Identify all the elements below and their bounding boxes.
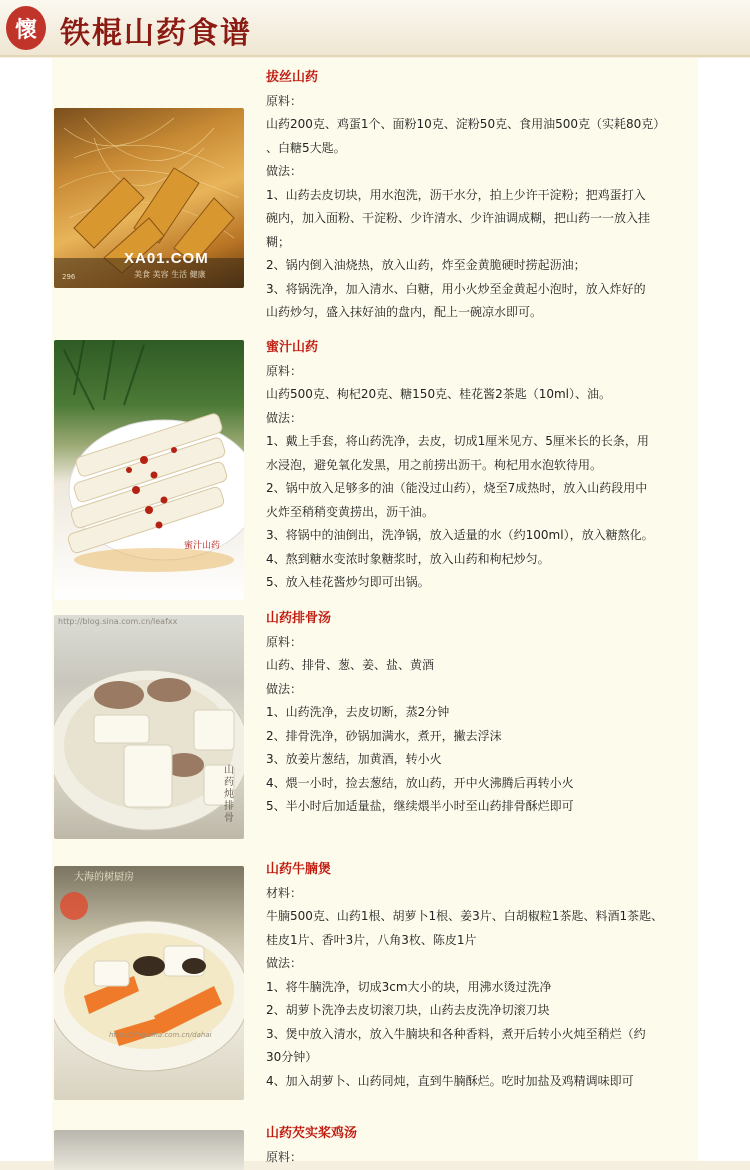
recipe-line: 2、排骨洗净，砂锅加满水，煮开，撇去浮沫: [266, 728, 502, 743]
photo-illustration: [54, 866, 244, 1100]
recipe-text: [266, 1122, 696, 1169]
recipe-line: 山药炒匀，盛入抹好油的盘内，配上一碗凉水即可。: [266, 305, 543, 319]
recipe-line: 3、煲中放入清水，放入牛腩块和各种香料，煮开后转小火炖至稍烂（约: [266, 1026, 646, 1041]
recipe-line: 山药、排骨、葱、姜、盐、黄酒: [266, 658, 435, 672]
recipe-photo-paigu-tang: [54, 615, 244, 839]
recipe-line: 2、胡萝卜洗净去皮切滚刀块，山药去皮洗净切滚刀块: [266, 1003, 550, 1017]
recipe-line: 糊；: [266, 234, 291, 249]
recipe-line: 原料：: [266, 1149, 303, 1164]
recipe-line: 桂皮1片、香叶3片，八角3枚、陈皮1片: [266, 932, 477, 947]
recipe-line: 做法：: [266, 956, 303, 970]
recipe-line: 火炸至稍稍变黄捞出，沥干油。: [266, 504, 435, 519]
recipe-line: 山药200克、鸡蛋1个、面粉10克、淀粉50克、食用油500克（实耗80克）: [266, 117, 666, 131]
recipe-line: 30分钟）: [266, 1050, 318, 1064]
seal-logo: 懷: [6, 6, 46, 50]
recipe-line: 5、半小时后加适量盐，继续煨半小时至山药排骨酥烂即可: [266, 799, 574, 813]
recipe-text: [266, 858, 696, 1093]
recipe-line: 1、山药去皮切块，用水泡洗，沥干水分，拍上少许干淀粉；把鸡蛋打入: [266, 187, 646, 202]
photo-page-number: 296: [62, 273, 76, 281]
recipe-line: 做法：: [266, 410, 303, 425]
photo-caption: 美食 美容 生活 健康: [134, 270, 206, 279]
recipe-line: 3、放姜片葱结，加黄酒，转小火: [266, 752, 442, 766]
recipe-line: 2、锅中放入足够多的油（能没过山药），烧至7成热时，放入山药段用中: [266, 481, 648, 495]
recipe-line: 材料：: [266, 885, 303, 900]
recipe-title: 蜜汁山药: [266, 340, 319, 355]
recipe-line: 、白糖5大匙。: [266, 140, 346, 155]
recipe-title: 拔丝山药: [266, 70, 319, 85]
recipe-title: 山药芡实桨鸡汤: [266, 1126, 358, 1141]
photo-watermark: XA01.COM: [124, 250, 209, 267]
photo-illustration: [54, 340, 244, 600]
photo-watermark: 大海的树厨房: [74, 872, 134, 883]
recipe-line: 4、加入胡萝卜、山药同炖，直到牛腩酥烂。吃时加盐及鸡精调味即可: [266, 1073, 634, 1088]
recipe-line: 碗内，加入面粉、干淀粉、少许清水、少许油调成糊，把山药一一放入挂: [266, 211, 651, 225]
recipe-line: 3、将锅中的油倒出，洗净锅，放入适量的水（约100ml），放入糖熬化。: [266, 528, 654, 542]
photo-illustration: [54, 615, 244, 839]
recipe-photo-qianshi-jitang: [54, 1130, 244, 1170]
recipe-photo-niunan-bao: [54, 866, 244, 1100]
recipe-line: 做法：: [266, 681, 303, 696]
recipe-line: 原料：: [266, 634, 303, 649]
photo-watermark: http://blog.sina.com.cn/leafxx: [58, 617, 178, 626]
recipe-title: 山药排骨汤: [266, 611, 332, 626]
recipe-line: 4、煨一小时，捡去葱结，放山药，开中火沸腾后再转小火: [266, 775, 574, 790]
recipe-line: 1、将牛腩洗净，切成3cm大小的块，用沸水烫过洗净: [266, 979, 552, 994]
right-margin: [698, 58, 750, 1161]
recipe-line: 牛腩500克、山药1根、胡萝卜1根、姜3片、白胡椒粒1茶匙、料酒1茶匙、: [266, 909, 664, 923]
page-title: 铁棍山药食谱: [60, 16, 252, 51]
recipe-line: 5、放入桂花酱炒匀即可出锅。: [266, 575, 430, 589]
recipe-line: 1、戴上手套，将山药洗净，去皮，切成1厘米见方、5厘米长的长条，用: [266, 434, 649, 448]
recipe-line: 水浸泡，避免氧化发黑，用之前捞出沥干。枸杞用水泡软待用。: [266, 457, 603, 472]
recipe-list: [52, 58, 698, 1164]
recipe-text: [266, 336, 696, 595]
photo-url: http://blog.sina.com.cn/dahai: [109, 1031, 212, 1039]
photo-side-text: 山药炖排骨: [224, 765, 234, 824]
recipe-photo-mizhi-shanyao: [54, 340, 244, 600]
recipe-photo-basi-shanyao: [54, 108, 244, 288]
recipe-text: [266, 607, 696, 819]
recipe-line: 2、锅内倒入油烧热，放入山药，炸至金黄脆硬时捞起沥油；: [266, 258, 586, 272]
recipe-line: 4、熬到糖水变浓时象糖浆时，放入山药和枸杞炒匀。: [266, 551, 550, 566]
recipe-title: 山药牛腩煲: [266, 862, 332, 877]
page-header: [0, 0, 750, 57]
recipe-line: 1、山药洗净，去皮切断，蒸2分钟: [266, 705, 450, 719]
recipe-line: 3、将锅洗净，加入清水、白糖，用小火炒至金黄起小泡时，放入炸好的: [266, 281, 646, 296]
photo-watermark: 蜜汁山药: [184, 541, 221, 551]
recipe-line: 原料：: [266, 363, 303, 378]
recipe-text: [266, 66, 696, 325]
recipe-line: 原料：: [266, 93, 303, 108]
recipe-line: 做法：: [266, 164, 303, 178]
left-margin: [0, 58, 52, 1161]
recipe-line: 山药500克、枸杞20克、糖150克、桂花酱2茶匙（10ml）、油。: [266, 387, 612, 401]
